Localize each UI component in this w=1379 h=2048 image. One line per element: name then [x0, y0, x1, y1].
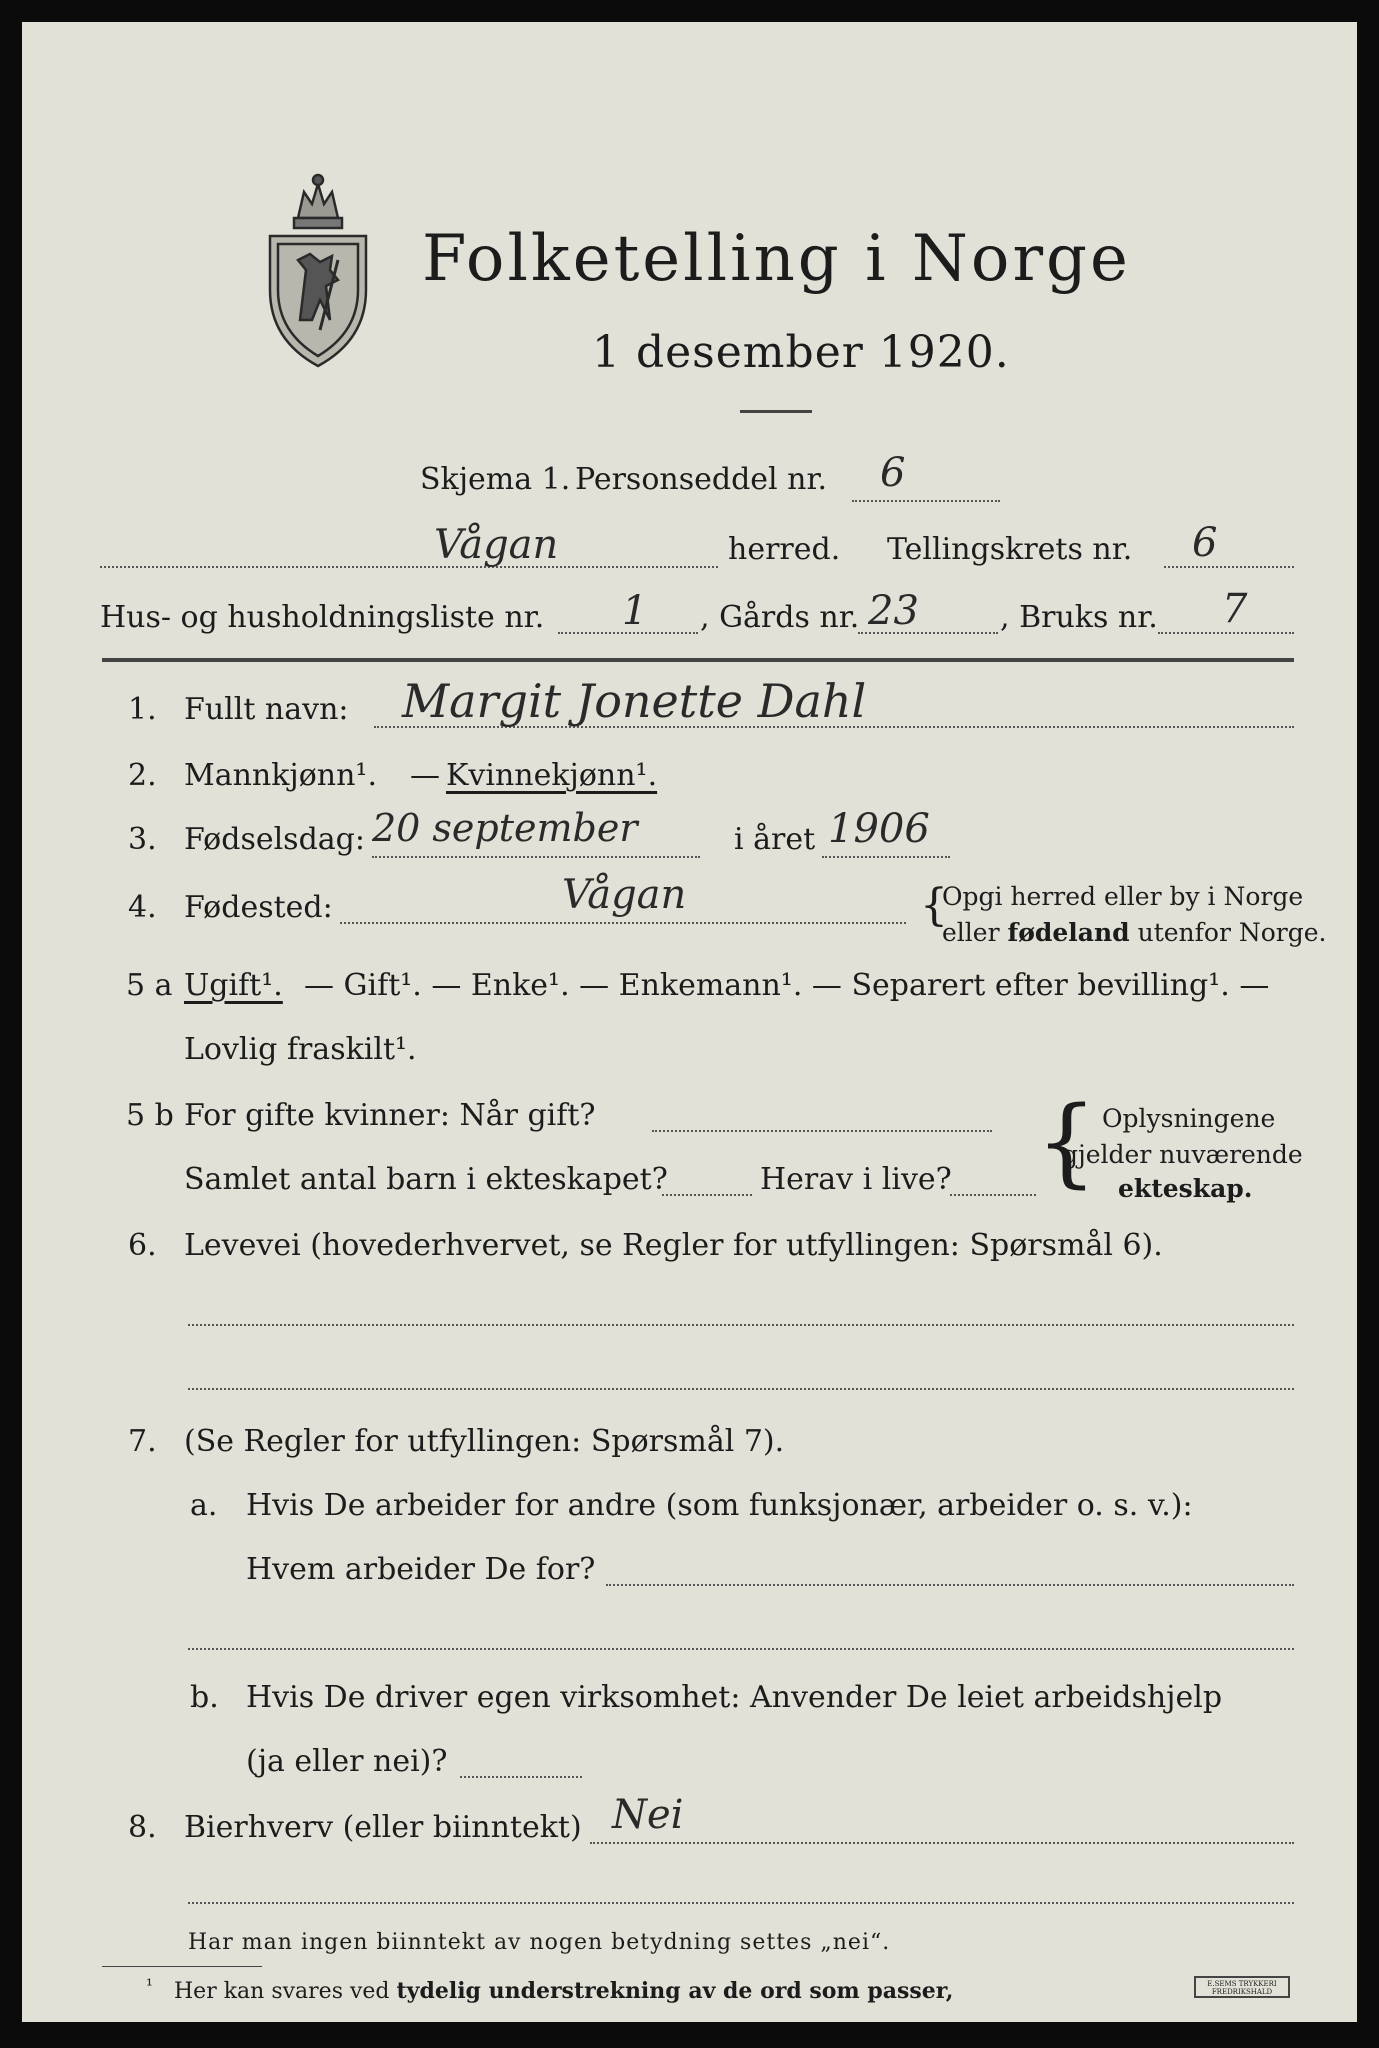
q7-number: 7. [128, 1424, 157, 1459]
q5b-brace: { [1036, 1086, 1098, 1198]
q7b-yes-no-label: (ja eller nei)? [246, 1744, 448, 1779]
q5b-note-line1: Oplysningene [1102, 1104, 1276, 1133]
q3-year-dotline [822, 856, 950, 858]
footnote-text: Her kan svares ved tydelig understrekning av de ord som passer, [174, 1978, 954, 2004]
q6-answer-line1[interactable] [188, 1324, 1294, 1326]
q5b-note-line3: ekteskap. [1118, 1174, 1253, 1203]
bruks-value[interactable]: 7 [1222, 586, 1248, 632]
q7a-number: a. [190, 1488, 218, 1523]
page-title: Folketelling i Norge [422, 222, 1131, 296]
skjema-label: Skjema 1. [420, 462, 571, 497]
q8-value[interactable]: Nei [612, 1792, 684, 1838]
bruks-label: , Bruks nr. [1000, 600, 1158, 635]
tellingskrets-value[interactable]: 6 [1192, 520, 1218, 566]
q4-note-line1: Opgi herred eller by i Norge [942, 882, 1304, 911]
q8-label: Bierhverv (eller biinntekt) [184, 1810, 582, 1845]
q8-number: 8. [128, 1810, 157, 1845]
tellingskrets-dotline [1164, 566, 1294, 568]
q5b-children-label: Samlet antal barn i ekteskapet? [184, 1162, 668, 1197]
herred-dotline [100, 566, 718, 568]
q7b-dotline[interactable] [460, 1776, 582, 1778]
q5a-ugift-option-underlined[interactable]: Ugift¹. [184, 968, 283, 1003]
q4-note-line2: eller fødeland utenfor Norge. [942, 918, 1327, 947]
q3-label: Fødselsdag: [184, 822, 365, 857]
header-divider [102, 658, 1294, 662]
q4-birthplace-value[interactable]: Vågan [562, 872, 687, 918]
q2-number: 2. [128, 758, 157, 793]
q5b-alive-label: Herav i live? [760, 1162, 952, 1197]
footer-note: Har man ingen biinntekt av nogen betydning settes „nei“. [188, 1930, 891, 1955]
personseddel-label: Personseddel nr. [575, 462, 828, 497]
q4-dotline [340, 922, 906, 924]
q4-number: 4. [128, 890, 157, 925]
q3-dotline [372, 856, 700, 858]
q3-year-label: i året [734, 822, 816, 857]
tellingskrets-label: Tellingskrets nr. [887, 532, 1133, 567]
q5a-other-options[interactable]: — Gift¹. — Enke¹. — Enkemann¹. — Separert efter bevilling¹. — [304, 968, 1270, 1003]
q5b-number: 5 b [126, 1098, 174, 1133]
footnote-mark: ¹ [146, 1976, 153, 1996]
q4-brace: { [920, 880, 948, 931]
q8-extra-line[interactable] [188, 1902, 1294, 1904]
q7a-employer-dotline[interactable] [606, 1584, 1294, 1586]
census-form [22, 22, 1357, 2022]
hus-value[interactable]: 1 [622, 588, 648, 634]
bruks-dotline [1158, 632, 1294, 634]
q5b-note-line2: gjelder nuværende [1062, 1140, 1303, 1169]
q7-label: (Se Regler for utfyllingen: Spørsmål 7). [184, 1424, 785, 1459]
census-date: 1 desember 1920. [592, 327, 1010, 378]
hus-label: Hus- og husholdningsliste nr. [100, 600, 545, 635]
q7b-label: Hvis De driver egen virksomhet: Anvender De leiet arbeidshjelp [246, 1680, 1223, 1715]
q3-birthdate-value[interactable]: 20 september [372, 806, 638, 850]
coat-of-arms-icon [260, 170, 376, 370]
q5b-married-dotline [652, 1130, 992, 1132]
herred-label: herred. [728, 532, 841, 567]
q6-label: Levevei (hovederhvervet, se Regler for utfyllingen: Spørsmål 6). [184, 1228, 1163, 1263]
q7a-label: Hvis De arbeider for andre (som funksjonær, arbeider o. s. v.): [246, 1488, 1193, 1523]
q5b-children-dotline [662, 1194, 752, 1196]
q2-female-option-underlined[interactable]: Kvinnekjønn¹. [446, 758, 658, 793]
q1-number: 1. [128, 692, 157, 727]
printer-mark: E.SEMS TRYKKERI FREDRIKSHALD [1194, 1976, 1290, 1998]
herred-value[interactable]: Vågan [434, 522, 559, 568]
footnote-divider [102, 1966, 262, 1967]
q6-answer-line2[interactable] [188, 1388, 1294, 1390]
q7a-employer-label: Hvem arbeider De for? [246, 1552, 596, 1587]
q3-year-value[interactable]: 1906 [828, 806, 930, 852]
q5b-alive-dotline [950, 1194, 1036, 1196]
gards-label: , Gårds nr. [700, 600, 860, 635]
q8-dotline [590, 1842, 1294, 1844]
personseddel-dotline [852, 500, 1000, 502]
q7b-number: b. [190, 1680, 219, 1715]
q4-label: Fødested: [184, 890, 333, 925]
q7a-extra-line[interactable] [188, 1648, 1294, 1650]
title-divider [740, 410, 812, 413]
q3-number: 3. [128, 822, 157, 857]
q6-number: 6. [128, 1228, 157, 1263]
q1-label: Fullt navn: [184, 692, 349, 727]
q1-full-name-value[interactable]: Margit Jonette Dahl [402, 674, 867, 728]
personseddel-value[interactable]: 6 [880, 450, 906, 496]
gards-value[interactable]: 23 [868, 588, 919, 634]
q5b-married-label: For gifte kvinner: Når gift? [184, 1098, 596, 1133]
q5a-number: 5 a [126, 968, 173, 1003]
q5a-lovlig-fraskilt-option[interactable]: Lovlig fraskilt¹. [184, 1032, 417, 1067]
q2-separator: — [410, 758, 440, 793]
q2-male-option[interactable]: Mannkjønn¹. [184, 758, 377, 793]
